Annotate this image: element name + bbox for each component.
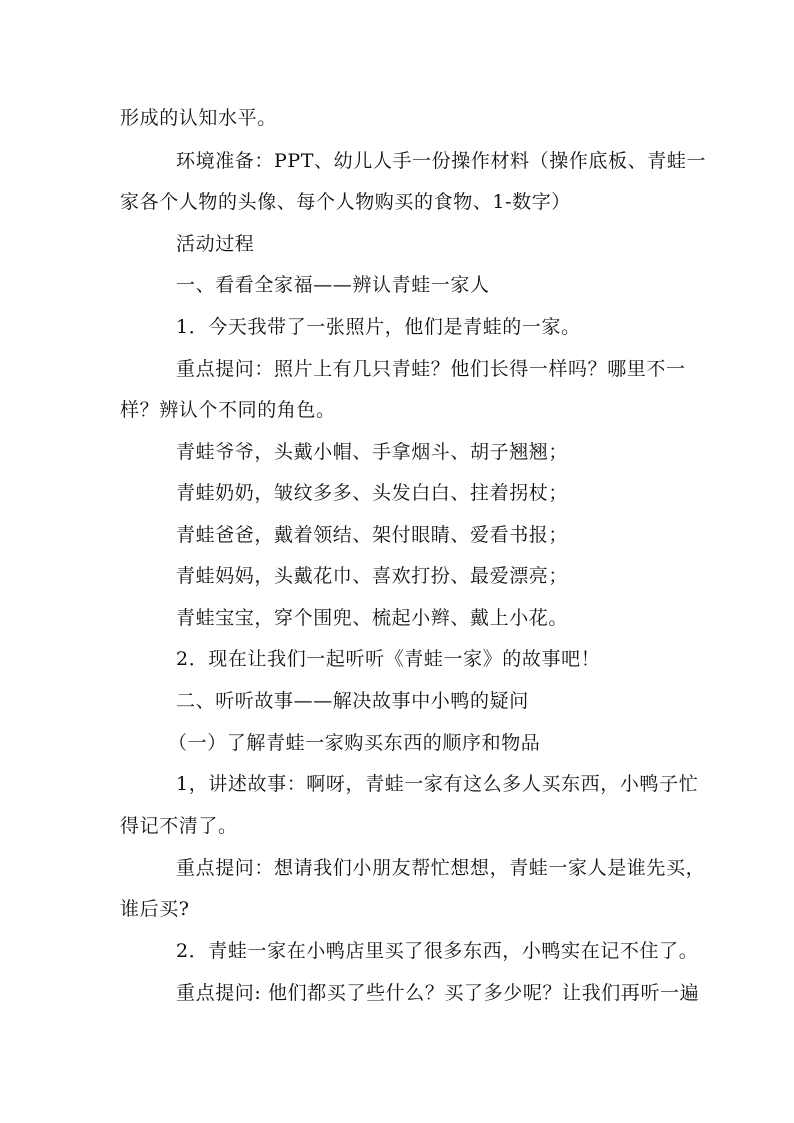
text-line: 青蛙妈妈，头戴花巾、喜欢打扮、最爱漂亮；: [176, 565, 569, 587]
section-heading: 一、看看全家福——辨认青蛙一家人: [176, 274, 490, 296]
text-line: 环境准备：PPT、幼儿人手一份操作材料（操作底板、青蛙一: [176, 150, 707, 172]
text-line: 青蛙奶奶，皱纹多多、头发白白、拄着拐杖；: [176, 482, 569, 504]
text-line: 2．现在让我们一起听听《青蛙一家》的故事吧！: [176, 648, 601, 670]
text-line: 谁后买?: [120, 898, 190, 920]
text-line: 形成的认知水平。: [120, 107, 277, 129]
text-line: 1．今天我带了一张照片，他们是青蛙的一家。: [176, 316, 581, 338]
text-line: 青蛙爸爸，戴着领结、架付眼睛、爱看书报；: [176, 524, 569, 546]
text-line: 样？辨认个不同的角色。: [120, 399, 336, 421]
text-line: 家各个人物的头像、每个人物购买的食物、1-数字）: [120, 191, 571, 213]
text-line: 得记不清了。: [120, 815, 238, 837]
section-heading: 活动过程: [176, 233, 255, 255]
text-line: 青蛙宝宝，穿个围兜、梳起小辫、戴上小花。: [176, 607, 569, 629]
text-line: 1，讲述故事：啊呀，青蛙一家有这么多人买东西，小鸭子忙: [176, 773, 699, 795]
text-line: 重点提问：照片上有几只青蛙？他们长得一样吗？哪里不一: [176, 358, 686, 380]
text-line: 2．青蛙一家在小鸭店里买了很多东西，小鸭实在记不住了。: [176, 940, 699, 962]
text-line: 重点提问: 他们都买了些什么？买了多少呢？让我们再听一遍: [176, 982, 700, 1004]
subsection-heading: （一）了解青蛙一家购买东西的顺序和物品: [168, 732, 541, 754]
text-line: 青蛙爷爷，头戴小帽、手拿烟斗、胡子翘翘；: [176, 441, 569, 463]
text-line: 重点提问：想请我们小朋友帮忙想想，青蛙一家人是谁先买，: [176, 857, 706, 879]
section-heading: 二、听听故事——解决故事中小鸭的疑问: [176, 690, 529, 712]
